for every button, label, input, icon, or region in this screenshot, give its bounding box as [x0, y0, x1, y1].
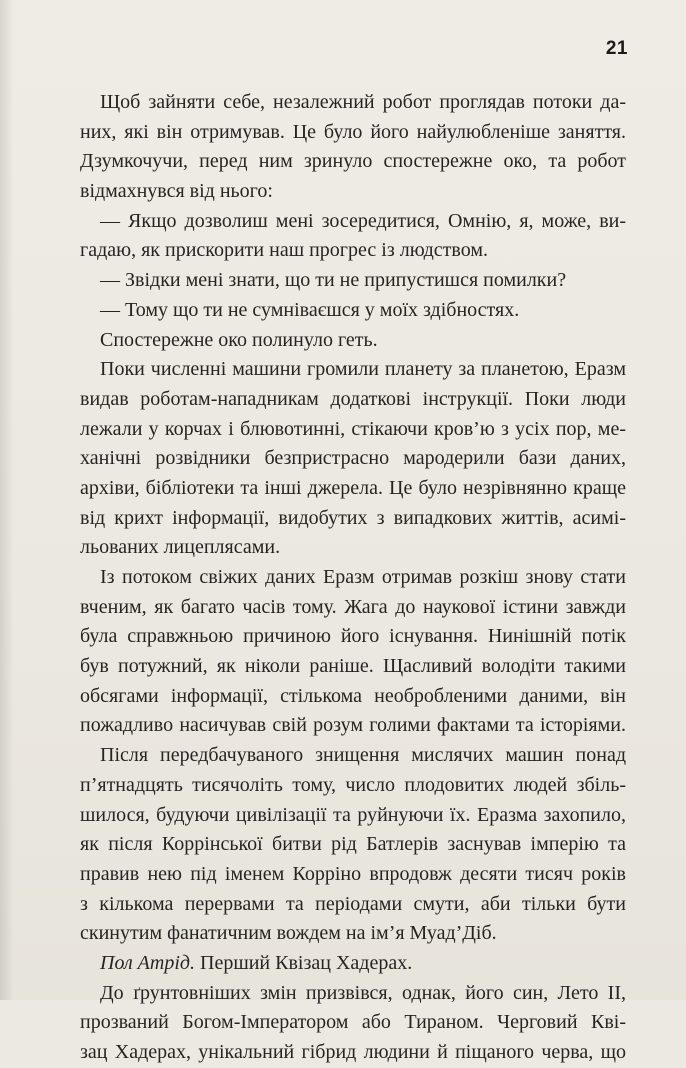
- text-line: [80, 355, 626, 385]
- text-line: [80, 504, 626, 534]
- text-line: [80, 1038, 626, 1068]
- line-text: з кількома перервами та періодами смути, аби тільки бути: [80, 892, 626, 915]
- text-line: [80, 147, 626, 177]
- line-text: Із потоком свіжих даних Еразм отримав розкіш знову стати: [100, 566, 626, 588]
- line-text: відмахнувся від нього:: [80, 180, 273, 203]
- text-line: [80, 385, 626, 415]
- text-line: [80, 533, 626, 563]
- line-text: ханічні розвідники безпристрасно мародерили бази даних,: [80, 447, 626, 470]
- line-text: прозваний Богом-Імператором або Тираном. Черговий Кві-: [80, 1011, 626, 1034]
- line-text: зац Хадерах, унікальний гібрид людини й піщаного черва, що: [80, 1041, 626, 1063]
- line-text: Щоб зайняти себе, незалежний робот проглядав потоки да-: [100, 91, 626, 113]
- text-line: [80, 890, 626, 920]
- text-line: [80, 622, 626, 652]
- line-text: правив нею під іменем Корріно впродовж десяти тисяч років: [80, 862, 626, 885]
- line-text: До ґрунтовніших змін призвівся, однак, його син, Лето II,: [100, 981, 626, 1004]
- line-text: пожадливо насичував свій розум голими фактами та історіями.: [80, 714, 626, 737]
- line-text: — Тому що ти не сумніваєшся у моїх здібностях.: [100, 298, 520, 321]
- text-line: [80, 296, 626, 326]
- text-line: [80, 236, 626, 266]
- text-line: [80, 949, 626, 979]
- text-line: [80, 741, 626, 771]
- text-line: [80, 474, 626, 504]
- line-text: Поки численні машини громили планету за планетою, Еразм: [100, 358, 626, 381]
- line-text: Перший Квізац Хадерах.: [195, 951, 413, 974]
- text-line: [80, 118, 626, 148]
- line-text: лежали у корчах і блювотинні, стікаючи кров’ю з усіх пор, ме-: [80, 417, 626, 440]
- text-line: [80, 593, 626, 623]
- line-text: шилося, будуючи цивілізації та руйнуючи їх. Еразма захопило,: [80, 803, 626, 826]
- line-text: обсягами інформації, стількома необробленими даними, він: [80, 684, 626, 707]
- text-line: [80, 444, 626, 474]
- line-text: Дзумкочучи, перед ним зринуло спостережне око, та робот: [80, 150, 626, 173]
- text-line: [80, 711, 626, 741]
- text-line: [80, 326, 626, 356]
- text-line: [80, 266, 626, 296]
- text-line: [80, 563, 626, 593]
- line-text: вченим, як багато часів тому. Жага до наукової істини завжди: [80, 595, 626, 618]
- line-text: них, які він отримував. Це було його найулюбленіше заняття.: [80, 120, 626, 143]
- line-text: був потужний, як ніколи раніше. Щасливий володіти такими: [80, 655, 626, 678]
- text-line: [80, 860, 626, 890]
- page-number: 21: [605, 38, 628, 59]
- line-text: — Звідки мені знати, що ти не припустишся помилки?: [100, 269, 567, 292]
- line-text: як після Коррінської битви рід Батлерів заснував імперію та: [80, 833, 626, 856]
- text-line: [80, 652, 626, 682]
- line-text: Після передбачуваного знищення мислячих машин понад: [100, 744, 626, 767]
- text-line: [80, 801, 626, 831]
- line-text: — Якщо дозволиш мені зосередитися, Омнію, я, може, ви-: [100, 209, 626, 232]
- line-text: була справжньою причиною його існування. Нинішній потік: [80, 625, 626, 648]
- text-line: [80, 979, 626, 1009]
- italic-name: Пол Атрід.: [100, 951, 195, 974]
- text-line: [80, 771, 626, 801]
- text-line: [80, 682, 626, 712]
- text-line: [80, 207, 626, 237]
- text-line: [80, 830, 626, 860]
- line-text: гадаю, як прискорити наш прогрес із людством.: [80, 239, 488, 262]
- text-line: [80, 919, 626, 949]
- body-text: [80, 88, 626, 1068]
- line-text: п’ятнадцять тисячоліть тому, число плодовитих людей збіль-: [80, 773, 626, 796]
- line-text: архіви, бібліотеки та інші джерела. Це було незрівнянно краще: [80, 476, 626, 499]
- text-line: [80, 1008, 626, 1038]
- text-line: [80, 177, 626, 207]
- line-text: льованих лицеплясами.: [80, 536, 281, 559]
- line-text: видав роботам-нападникам додаткові інструкції. Поки люди: [80, 387, 626, 410]
- text-line: [80, 88, 626, 118]
- text-line: [80, 415, 626, 445]
- line-text: скинутим фанатичним вождем на ім’я Муад’Діб.: [80, 922, 497, 945]
- line-text: від крихт інформації, видобутих з випадкових життів, асимі-: [80, 506, 626, 529]
- line-text: Спостережне око полинуло геть.: [100, 328, 378, 351]
